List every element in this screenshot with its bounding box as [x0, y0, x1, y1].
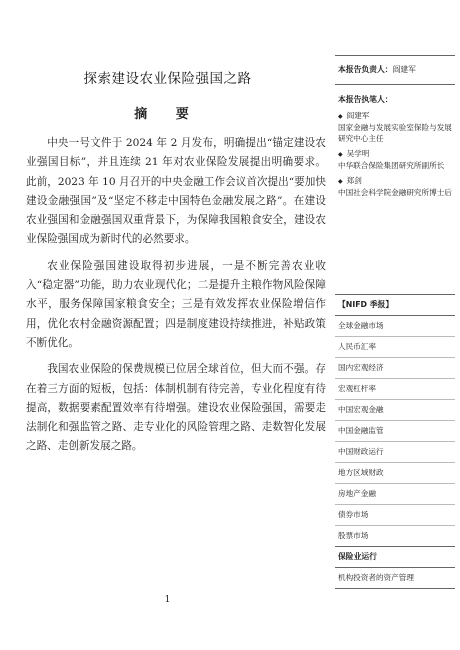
series-item[interactable]: 中国金融监管: [335, 421, 455, 442]
author-name: ◆ 郑剑: [338, 176, 362, 185]
abstract-body: [26, 134, 326, 464]
author-3: [335, 175, 455, 202]
series-item[interactable]: 国内宏观经济: [335, 358, 455, 379]
author-1: [335, 110, 455, 148]
series-item[interactable]: 全球金融市场: [335, 316, 455, 337]
author-affiliation: 中国社会科学院金融研究所博士后: [338, 188, 452, 197]
page-number: 1: [164, 595, 171, 605]
sidebar: [335, 55, 455, 589]
editor-label: 本报告负责人：: [338, 65, 393, 74]
writers-label: 本报告执笔人：: [338, 95, 393, 104]
author-2: [335, 148, 455, 175]
paragraph-3: 我国农业保险的保费规模已位居全球首位，但大而不强。存在着三方面的短板，包括：体制机制有待完善，专业化程度有待提高，数据要素配置效率有待增强。建设农业保险强国，需要走法制化和强监管之路、走专业化的风险管理之路、走数智化发展之路、走创新发展之路。: [26, 363, 326, 453]
author-name: ◆ 吴学明: [338, 149, 369, 158]
insurance-item[interactable]: 机构投资者的资产管理: [335, 568, 455, 589]
editor-name: 阎建军: [392, 65, 416, 74]
series-item[interactable]: 宏观杠杆率: [335, 379, 455, 400]
insurance-label: 保险业运行: [338, 552, 377, 561]
series-item[interactable]: 股票市场: [335, 526, 455, 547]
series-item[interactable]: 人民币汇率: [335, 337, 455, 358]
abstract-heading: 摘 要: [134, 107, 201, 122]
author-affiliation: 中华联合保险集团研究所副所长: [338, 161, 445, 170]
author-name: ◆ 阎建军: [338, 111, 369, 120]
author-affiliation: 国家金融与发展实验室保险与发展研究中心主任: [338, 123, 452, 143]
series-item[interactable]: 房地产金融: [335, 484, 455, 505]
series-item[interactable]: 中国宏观金融: [335, 400, 455, 421]
series-item[interactable]: 地方区域财政: [335, 463, 455, 484]
report-editor: [335, 56, 455, 84]
document-title: 探索建设农业保险强国之路: [83, 71, 252, 87]
series-item[interactable]: 债券市场: [335, 505, 455, 526]
series-label: 【NIFD 季报】: [338, 300, 394, 309]
series-item[interactable]: 中国财政运行: [335, 442, 455, 463]
paragraph-2: 农业保险强国建设取得初步进展，一是不断完善农业收入“稳定器”功能，助力农业现代化；二是提升主粮作物风险保障水平，服务保障国家粮食安全；三是有效发挥农业保险增信作用，优化农村金融资源配置；四是制度建设持续推进，补贴政策不断优化。: [26, 259, 326, 349]
paragraph-1: 中央一号文件于 2024 年 2 月发布，明确提出“锚定建设农业强国目标”，并且连续 21 年对农业保险发展提出明确要求。此前，2023 年 10 月召开的中央金融工作会议首次提出“要加快建设金融强国”及“坚定不移走中国特色金融发展之路”。在建设农业强国和金融强国双重背景下，为保障我国粮食安全，建设农业保险强国成为新时代的必然要求。: [26, 137, 326, 246]
